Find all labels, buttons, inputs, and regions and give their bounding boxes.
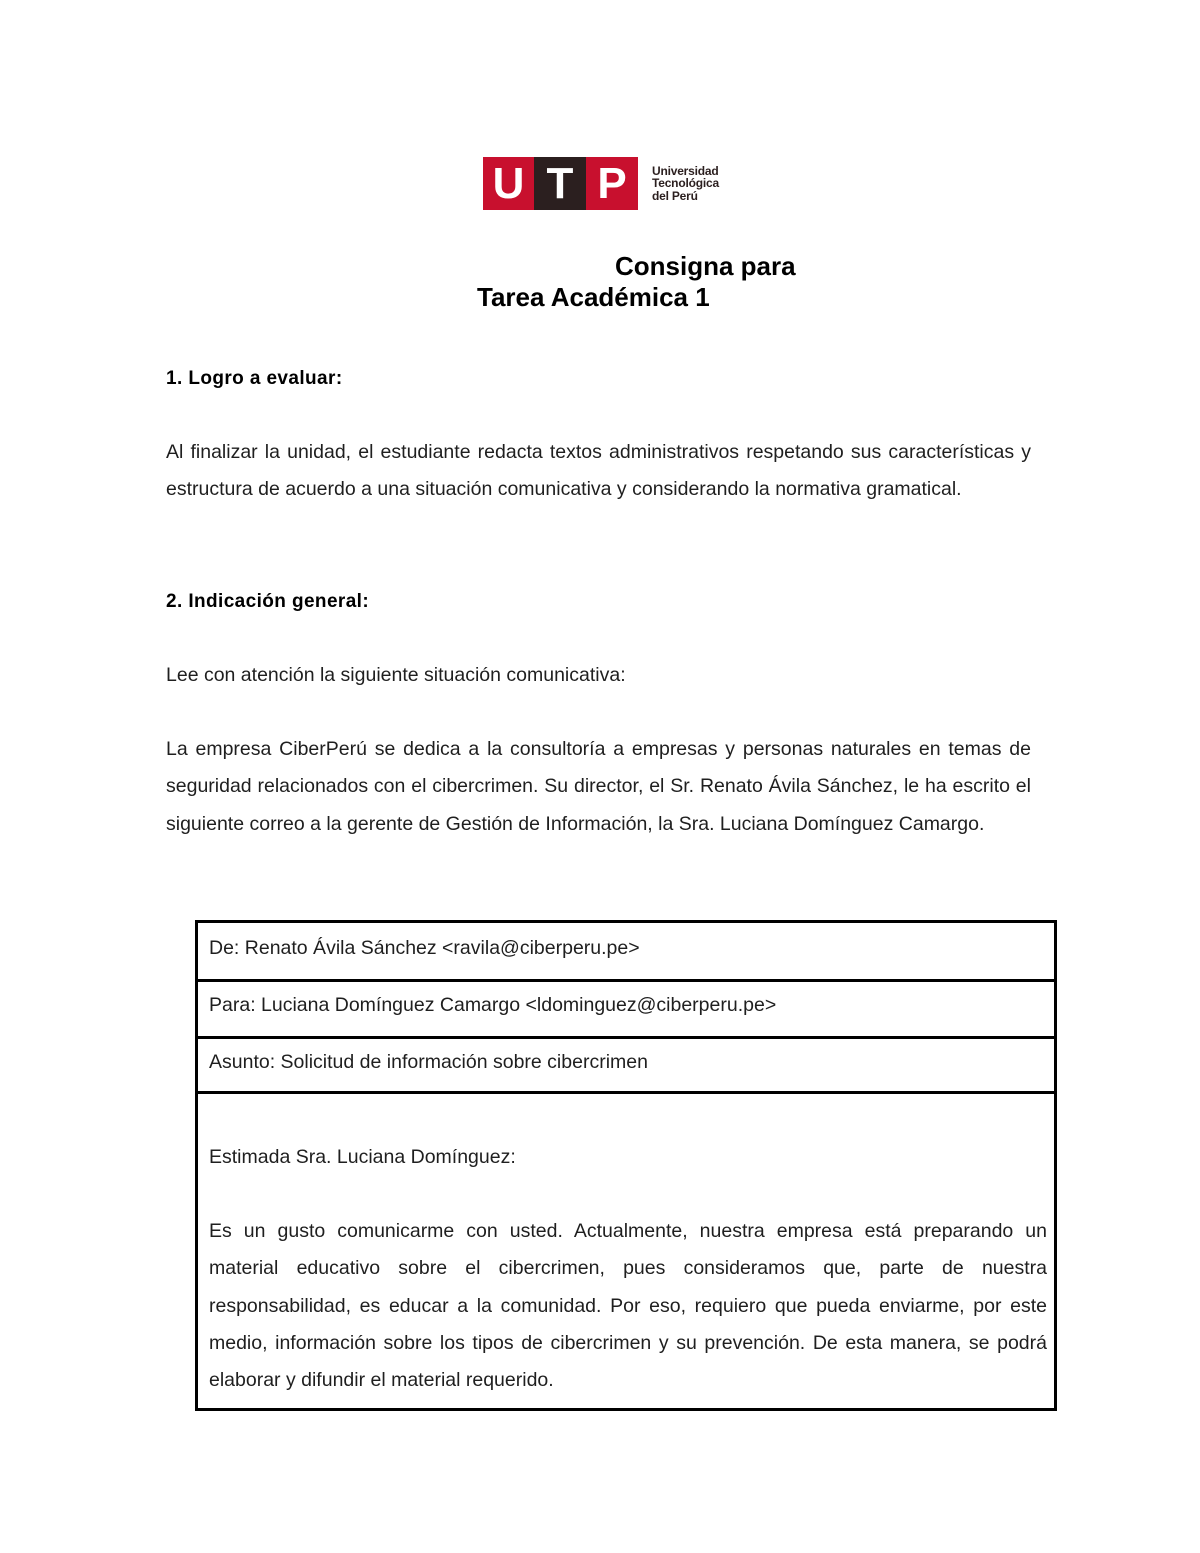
utp-logo: [483, 157, 719, 210]
logo-letter-p: P: [586, 157, 638, 210]
logo-letter-t: T: [534, 157, 586, 210]
email-body-text: Es un gusto comunicarme con usted. Actualmente, nuestra empresa está preparando un material educativo sobre el cibercrimen, pues consideramos que, parte de nuestra responsabilidad, es educar a la comunidad. Por eso, requiero que pueda enviarme, por este medio, información sobre los tipos de cibercrimen y su prevención. De esta manera, se podrá elaborar y difundir el material requerido.: [209, 1220, 1047, 1392]
document-title-line-1: Consigna para: [615, 251, 796, 281]
email-greeting: Estimada Sra. Luciana Domínguez:: [209, 1146, 516, 1168]
logo-name-line-2: Tecnológica: [652, 176, 719, 191]
email-from: De: Renato Ávila Sánchez <ravila@ciberperu.pe>: [209, 937, 640, 959]
section-1-text: Al finalizar la unidad, el estudiante redacta textos administrativos respetando sus características y estructura de acuerdo a una situación comunicativa y considerando la normativa gramatical.: [166, 441, 1031, 501]
email-table: [195, 920, 1057, 1411]
email-to: Para: Luciana Domínguez Camargo <ldominguez@ciberperu.pe>: [209, 994, 777, 1016]
section-2-heading: 2. Indicación general:: [166, 591, 370, 612]
email-divider: [198, 979, 1054, 982]
logo-name-line-1: Universidad: [652, 163, 719, 178]
section-1-heading: 1. Logro a evaluar:: [166, 368, 343, 389]
document-title-line-2: Tarea Académica 1: [477, 282, 710, 312]
email-subject: Asunto: Solicitud de información sobre cibercrimen: [209, 1051, 648, 1073]
logo-letter-u: U: [483, 157, 534, 210]
logo-letter-blocks: [483, 157, 638, 210]
logo-name-line-3: del Perú: [652, 188, 698, 203]
section-2-situation: La empresa CiberPerú se dedica a la consultoría a empresas y personas naturales en temas de seguridad relacionados con el cibercrimen. Su director, el Sr. Renato Ávila Sánchez, le ha escrito el siguiente correo a la gerente de Gestión de Información, la Sra. Luciana Domínguez Camargo.: [166, 738, 1031, 835]
email-divider: [198, 1091, 1054, 1094]
section-2-intro: Lee con atención la siguiente situación comunicativa:: [166, 664, 626, 686]
logo-university-name: [652, 165, 719, 203]
email-divider: [198, 1036, 1054, 1039]
